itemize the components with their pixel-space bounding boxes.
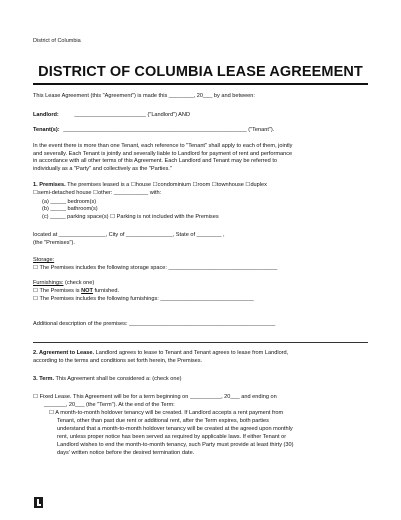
furnishings-option-text-end: furnished. (92, 288, 120, 294)
premises-type-options: The premises leased is a ☐house ☐condominium ☐room ☐townhouse ☐duplex (65, 182, 267, 188)
term-text: This Agreement shall be considered a: (check one) (54, 376, 182, 382)
tenants-row (33, 127, 274, 134)
furnishings-row (33, 280, 94, 287)
landlord-line: _______________________ ("Landlord") AND (74, 112, 190, 118)
furnishings-note: (check one) (63, 280, 95, 286)
premises-heading: 1. Premises. (33, 182, 66, 188)
joint-line-3: in accordance with all other terms of this Agreement. Each Landlord and Tenant may be referred to (33, 158, 277, 164)
landlord-row (33, 112, 190, 119)
premises-defined: (the "Premises"). (33, 239, 75, 246)
furnishings-option-text: ☐ The Premises is (33, 288, 82, 294)
holdover-line-6: days' written notice before the desired termination date. (57, 450, 195, 456)
not-emphasis: NOT (81, 288, 93, 294)
premises-line-1 (33, 182, 267, 189)
section-divider (33, 342, 368, 343)
document-header-state: District of Columbia (33, 38, 81, 44)
fixed-lease-line-2: _______, 20___ (the "Term"). At the end of the Term: (44, 402, 175, 408)
furnishings-option-unfurnished (33, 288, 119, 295)
brand-logo-icon (34, 497, 43, 508)
joint-line-4: individually as a "Party" and collectively as the "Parties." (33, 165, 172, 172)
document-title: DISTRICT OF COLUMBIA LEASE AGREEMENT (38, 64, 363, 80)
premises-parking: (c) _____ parking space(s) ☐ Parking is not included with the Premises (42, 213, 219, 220)
intro-paragraph: This Lease Agreement (this "Agreement") is made this ________, 20___ by and between: (33, 93, 255, 99)
agreement-line-2: according to the terms and conditions set forth herein, the Premises. (33, 358, 203, 364)
holdover-line-3: understand that a month-to-month holdover tenancy will be created at the agreed upon monthly (57, 426, 293, 432)
storage-label: Storage: (33, 257, 55, 263)
tenants-line: ___________________________________________________________ ("Tenant"). (63, 127, 275, 133)
tenants-label: Tenant(s): (33, 127, 60, 133)
holdover-line-4: rent, unless proper notice has been served as required by applicable laws. If either Tenant or (57, 434, 287, 440)
title-underline (33, 83, 368, 85)
joint-line-2: and severally. Each Tenant is jointly and severally liable to Landlord for payment of rent and performance (33, 150, 293, 157)
fixed-lease-line-1: ☐ Fixed Lease. This Agreement will be for a term beginning on __________, 20___ and ending on (33, 394, 277, 400)
holdover-line-5: Landlord wishes to end the month-to-month tenancy, such Party must provide at least thirty (30) (57, 442, 294, 448)
premises-line-2: ☐semi-detached house ☐other: ___________ with: (33, 190, 162, 196)
agreement-heading: 2. Agreement to Lease. (33, 350, 95, 356)
landlord-label: Landlord: (33, 112, 59, 118)
additional-description: Additional description of the premises: _______________________________________________ (33, 321, 276, 327)
term-line (33, 376, 181, 383)
term-heading: 3. Term. (33, 376, 55, 382)
holdover-line-2: Tenant, other than past due rent or additional rent, after the Term expires, both parties (57, 418, 269, 424)
agreement-text: Landlord agrees to lease to Tenant and Tenant agrees to lease from Landlord, (94, 350, 289, 356)
furnishings-label: Furnishings: (33, 280, 64, 286)
agreement-line-1 (33, 350, 288, 357)
holdover-line-1: ☐ A month-to-month holdover tenancy will be created. If Landlord accepts a rent payment from (49, 410, 284, 416)
premises-bedrooms: (a) _____ bedroom(s) (42, 198, 97, 205)
premises-location: located at _______________, City of _______________, State of ________ , (33, 232, 225, 238)
storage-option: ☐ The Premises includes the following storage space: ___________________________________ (33, 265, 278, 271)
premises-bathrooms: (b) _____ bathroom(s) (42, 206, 98, 212)
joint-line-1: In the event there is more than one Tenant, each reference to "Tenant" shall apply to each of them, jointly (33, 143, 293, 149)
furnishings-option-list: ☐ The Premises includes the following furnishings: ______________________________ (33, 296, 254, 302)
